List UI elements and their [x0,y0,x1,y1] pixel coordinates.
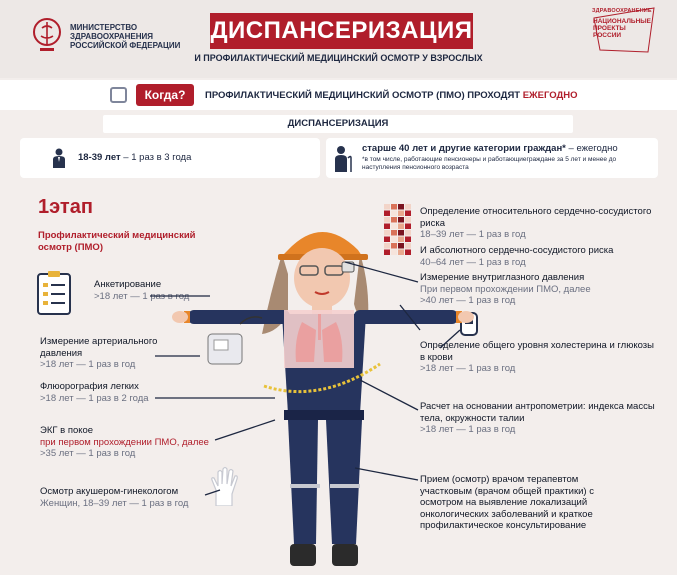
worker-figure-illustration [170,214,480,574]
np-line-1: НАЦИОНАЛЬНЫЕ [593,18,651,25]
right-item-sub: >18 лет — 1 раз в год [420,424,516,435]
right-item-sub-red: При первом прохождении ПМО, далее [420,283,591,295]
age-group-2 [362,143,618,154]
age-group-2-age: старше 40 лет и другие категории граждан* [362,143,566,154]
left-item-fluorography [40,381,180,404]
risk-grid-cell [398,204,404,210]
left-item-title: ЭКГ в покое [40,425,94,436]
left-item-title: Осмотр акушером-гинекологом [40,486,179,497]
left-item-sub: Женщин, 18–39 лет — 1 раз в год [40,497,189,509]
np-logo-text [593,18,651,39]
page-title: ДИСПАНСЕРИЗАЦИЯ [210,13,473,49]
ministry-emblem-icon [30,16,64,56]
stage-title: 1этап [38,196,93,218]
age-group-2-note: *в том числе, работающие пенсионеры и работающиеграждане за 5 лет и менее до наступления пенсионного возраста [362,156,617,171]
left-item-blood-pressure [40,336,180,371]
elderly-person-icon [333,144,355,172]
ministry-line-1: МИНИСТЕРСТВО [70,22,138,32]
person-icon [52,148,66,168]
calendar-icon [110,87,127,103]
risk-grid-cell [384,204,390,210]
risk-grid-cell [405,204,411,210]
left-item-sub-red: при первом прохождении ПМО, далее [40,436,209,448]
age-group-2-freq: – ежегодно [565,143,618,154]
when-text [205,90,578,101]
when-text-red: ЕЖЕГОДНО [522,90,578,101]
np-logo-caption: ЗДРАВООХРАНЕНИЕ [592,8,652,14]
left-item-sub: >18 лет — 1 раз в год [40,359,136,370]
questionnaire-icon [36,270,72,316]
right-item-title: Определение относительного сердечно-сосудистого риска [420,206,652,229]
left-item-title: Флюорография легких [40,381,139,392]
age-group-1-freq: – 1 раз в 3 года [120,152,192,163]
left-item-title: Измерение артериального давления [40,336,158,359]
age-group-1-age: 18-39 лет [78,152,121,163]
right-item-title: Расчет на основании антропометрии: индекса массы тела, окружности талии [420,401,655,424]
ministry-line-2: ЗДРАВООХРАНЕНИЯ [70,31,153,41]
right-item-sub: >40 лет — 1 раз в год [420,295,516,306]
dispanserization-label: ДИСПАНСЕРИЗАЦИЯ [103,115,573,133]
right-item-title: Прием (осмотр) врачом терапевтом участковым (врачом общей практики) с осмотром на выявление локализаций онкологических заболеваний и краткое профилактическое консультирование [420,474,594,531]
right-item-title: Измерение внутриглазного давления [420,272,585,283]
right-item-title: Определение общего уровня холестерина и глюкозы в крови [420,340,654,363]
left-item-sub: >35 лет — 1 раз в год [40,448,136,459]
right-item-title: И абсолютного сердечно-сосудистого риска [420,245,614,256]
ministry-line-3: РОССИЙСКОЙ ФЕДЕРАЦИИ [70,40,181,50]
page-subtitle: И ПРОФИЛАКТИЧЕСКИЙ МЕДИЦИНСКИЙ ОСМОТР У ВЗРОСЛЫХ [194,53,483,63]
left-item-sub: >18 лет — 1 раз в 2 года [40,392,149,404]
right-item-sub: >18 лет — 1 раз в год [420,363,516,374]
np-line-3: РОССИИ [593,32,622,39]
pmo-title: Профилактический медицинский осмотр (ПМО) [38,230,196,253]
when-badge: Когда? [136,84,194,106]
left-item-sub: >18 лет — 1 раз в год [94,290,190,302]
left-item-title: Анкетирование [94,279,162,290]
risk-grid-cell [391,204,397,210]
right-item-sub: 18–39 лет — 1 раз в год [420,229,526,240]
age-group-1 [78,152,191,163]
when-text-main: ПРОФИЛАКТИЧЕСКИЙ МЕДИЦИНСКИЙ ОСМОТР (ПМО) ПРОХОДЯТ [205,90,523,101]
ministry-logo [30,16,180,56]
np-line-2: ПРОЕКТЫ [593,25,626,32]
right-item-sub: 40–64 лет — 1 раз в год [420,256,526,268]
